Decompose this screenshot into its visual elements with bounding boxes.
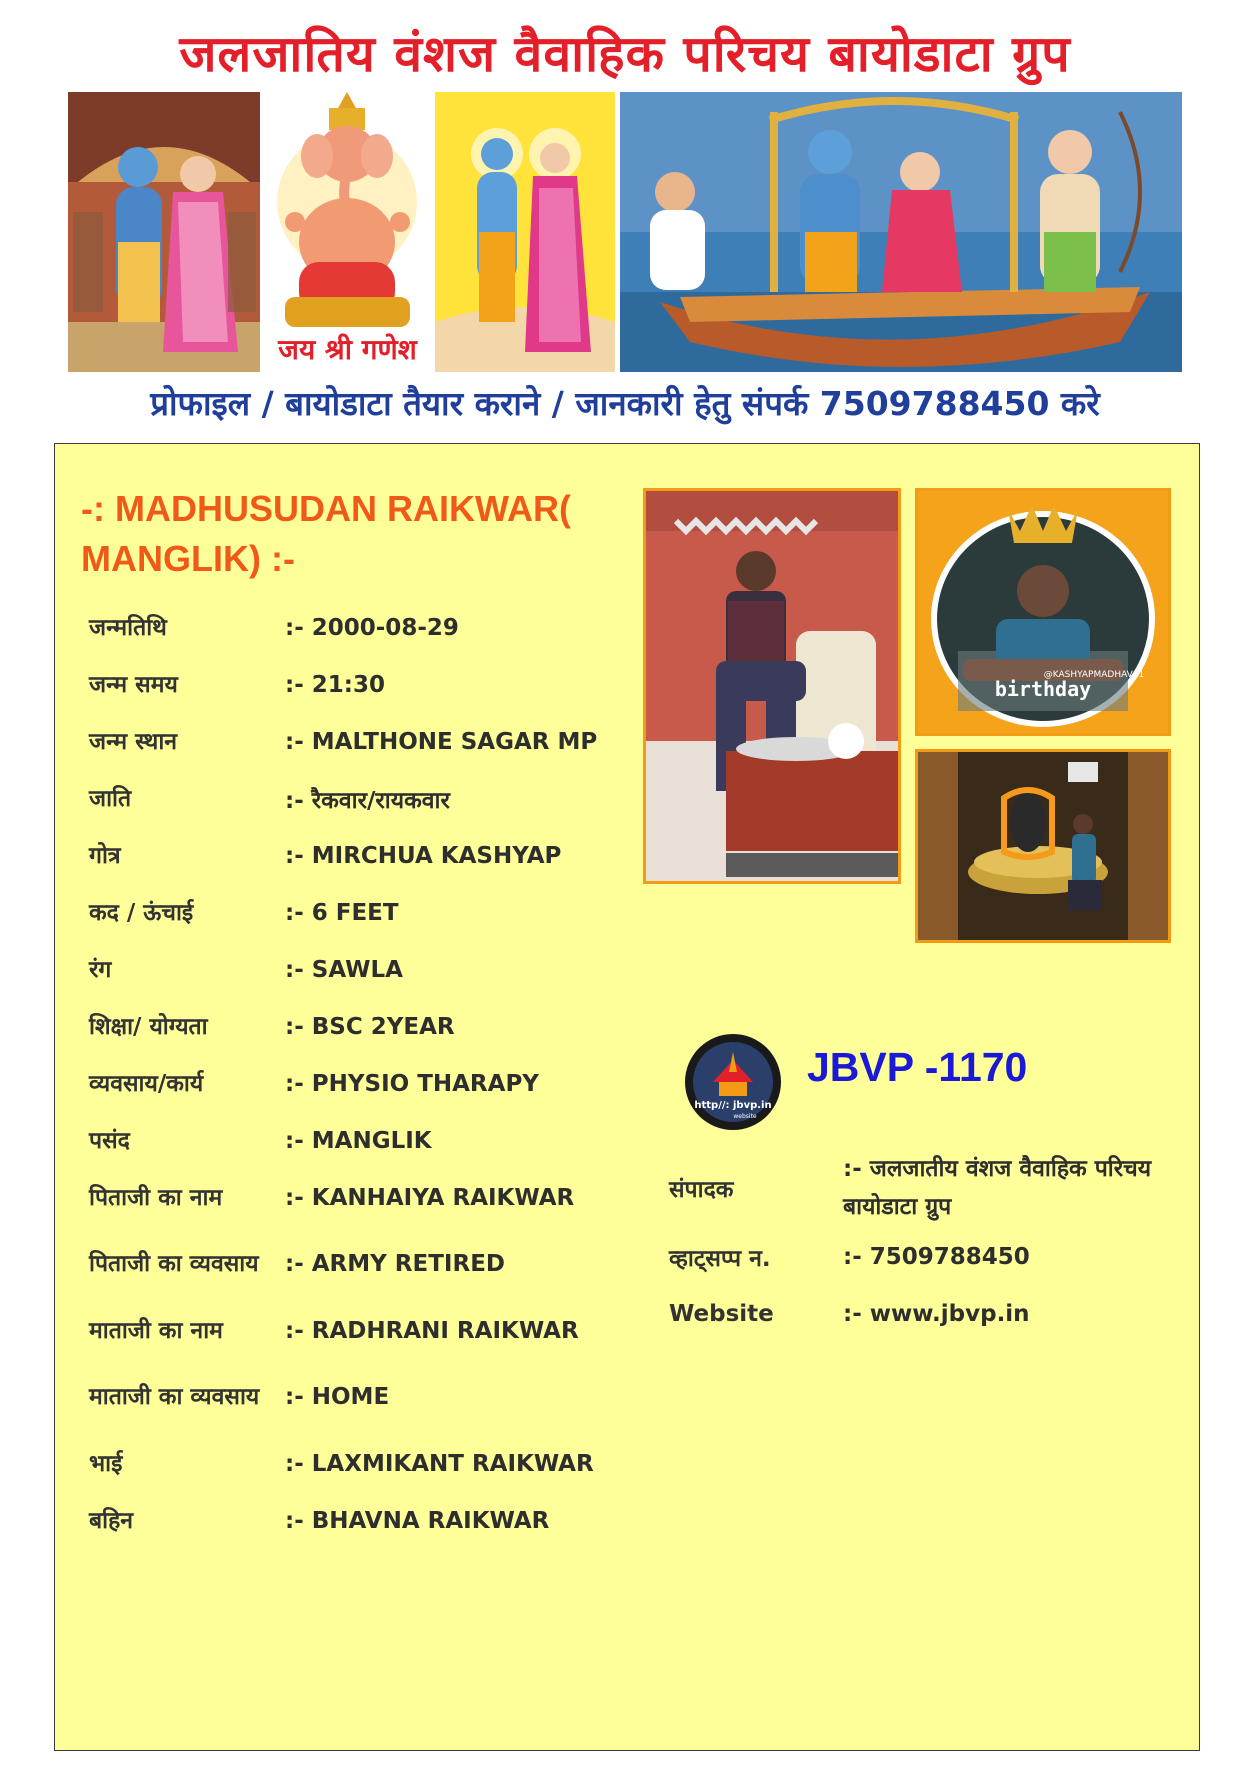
profile-photo-temple [915,749,1171,943]
detail-value: :- BSC 2YEAR [285,1013,455,1040]
logo-url-text: http//: jbvp.in [694,1100,772,1111]
detail-row-height [89,884,649,941]
detail-row-brother [89,1435,649,1492]
profile-photo-seated [643,488,901,884]
detail-value: :- रैकवार/रायकवार [285,787,450,814]
detail-label: रंग [89,956,112,983]
detail-label: जन्मतिथि [89,614,167,641]
contact-line: प्रोफाइल / बायोडाटा तैयार कराने / जानकारी हेतु संपर्क 7509788450 करे [150,384,1100,423]
detail-label: जाति [89,785,132,812]
profile-card [54,443,1200,1751]
detail-value: :- MIRCHUA KASHYAP [285,842,562,869]
detail-value: :- 2000-08-29 [285,614,459,641]
detail-label: भाई [89,1450,123,1477]
detail-row-complexion [89,941,649,998]
detail-row-father-name [89,1169,649,1226]
detail-row-education [89,998,649,1055]
detail-label: कद / ऊंचाई [89,899,194,926]
detail-value: :- HOME [285,1384,390,1410]
ram-sita-image [68,92,260,372]
detail-value: :- LAXMIKANT RAIKWAR [285,1450,594,1477]
detail-value: :- MANGLIK [285,1127,432,1154]
detail-row-preference [89,1112,649,1169]
detail-value: :- ARMY RETIRED [285,1251,505,1277]
detail-row-occupation [89,1055,649,1112]
detail-label: व्यवसाय/कार्य [89,1070,204,1097]
ganesh-caption: जय श्री गणेश [278,333,417,366]
whatsapp-label: व्हाट्सप्प न. [669,1245,771,1272]
detail-row-sister [89,1492,649,1549]
editor-value: :- जलजातीय वंशज वैवाहिक परिचय बायोडाटा ग्रुप [843,1156,1152,1220]
detail-label: जन्म स्थान [89,728,178,755]
profile-name: -: MADHUSUDAN RAIKWAR( MANGLIK) :- [81,488,571,579]
detail-value: :- MALTHONE SAGAR MP [285,728,598,755]
detail-label: पिताजी का व्यवसाय [89,1251,259,1277]
photo-caption: birthday [994,677,1092,701]
detail-label: पिताजी का नाम [89,1184,223,1211]
detail-row-caste [89,770,649,827]
editor-row [669,1148,1169,1228]
whatsapp-row [669,1228,1169,1285]
devotional-banner [68,92,1182,372]
details-list [89,599,649,1549]
jbvp-logo [683,1032,783,1132]
website-row [669,1285,1169,1342]
detail-label: शिक्षा/ योग्यता [89,1013,208,1040]
detail-row-gotra [89,827,649,884]
photo-watermark: @KASHYAPMADHAV11 [1043,670,1145,680]
detail-value: :- PHYSIO THARAPY [285,1070,539,1097]
detail-label: जन्म समय [89,671,178,698]
profile-photo-portrait [915,488,1171,736]
detail-label: पसंद [89,1127,130,1154]
detail-row-father-occupation [89,1226,649,1302]
logo-sub-text: website [733,1113,757,1120]
detail-row-birth-place [89,713,649,770]
ganesh-image [265,92,430,372]
detail-value: :- 21:30 [285,671,385,698]
detail-value: :- 6 FEET [285,899,399,926]
editor-info [669,1148,1169,1342]
website-value: :- www.jbvp.in [843,1300,1030,1327]
registration-id: JBVP -1170 [807,1044,1028,1090]
editor-label: संपादक [669,1177,734,1203]
whatsapp-value: :- 7509788450 [843,1243,1030,1270]
detail-label: माताजी का व्यवसाय [89,1384,260,1410]
detail-row-dob [89,599,649,656]
detail-value: :- SAWLA [285,956,403,983]
detail-label: बहिन [89,1507,134,1534]
detail-row-mother-occupation [89,1359,649,1435]
detail-label: गोत्र [89,842,121,869]
detail-row-birth-time [89,656,649,713]
website-label: Website [669,1300,774,1327]
detail-value: :- BHAVNA RAIKWAR [285,1507,550,1534]
page-title: जलजातिय वंशज वैवाहिक परिचय बायोडाटा ग्रुप [179,25,1071,83]
detail-label: माताजी का नाम [89,1317,223,1344]
detail-row-mother-name [89,1302,649,1359]
detail-value: :- KANHAIYA RAIKWAR [285,1184,575,1211]
ram-sita-yellow-image [435,92,615,372]
boat-scene-image [620,92,1182,372]
detail-value: :- RADHRANI RAIKWAR [285,1317,579,1344]
